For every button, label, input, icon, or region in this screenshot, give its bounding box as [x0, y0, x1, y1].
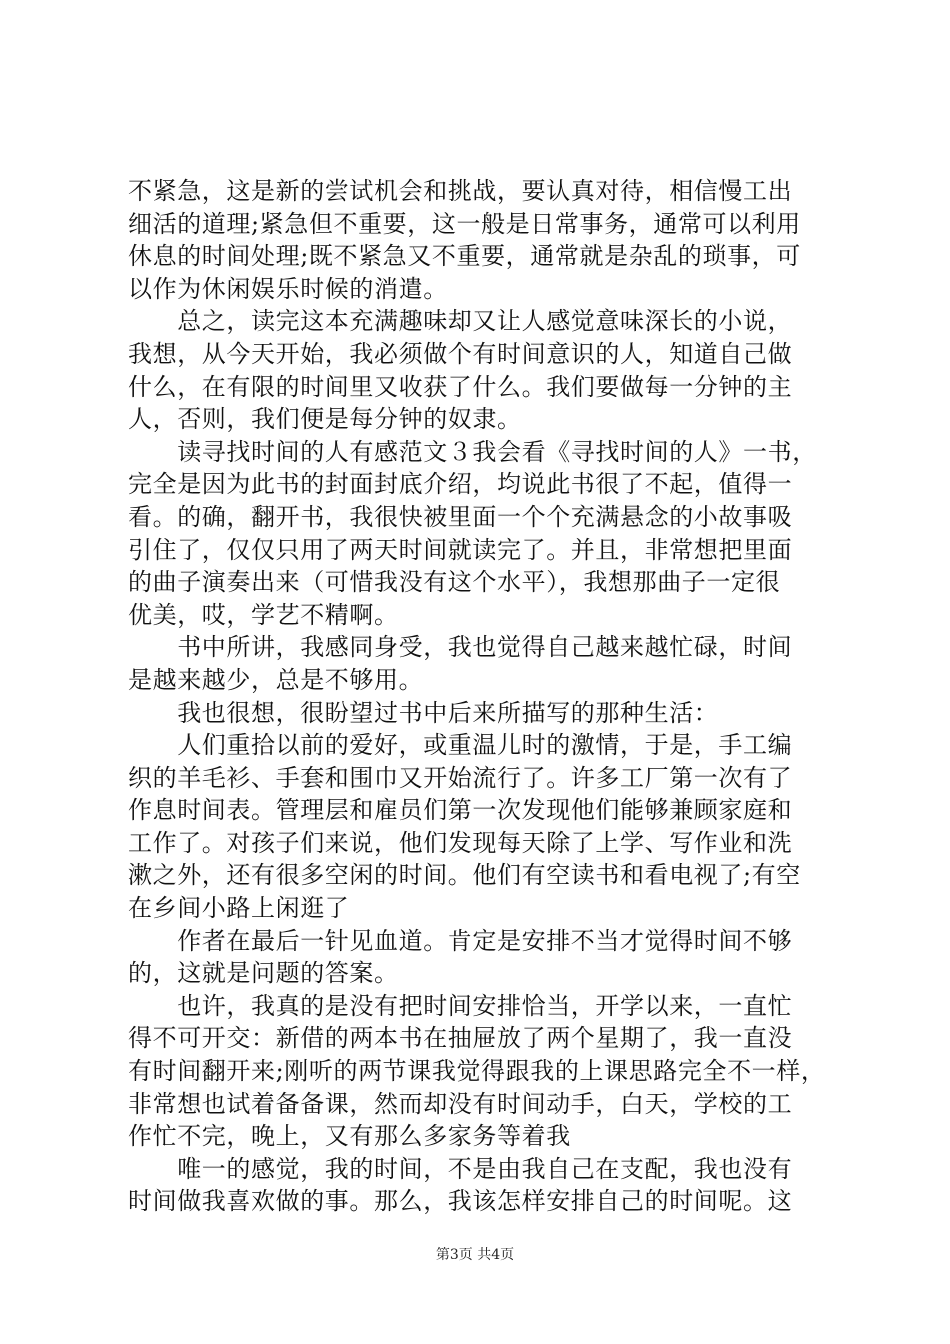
page-number-label: 第3页 共4页: [435, 1247, 515, 1263]
text-line: 作息时间表。管理层和雇员们第一次发现他们能够兼顾家庭和: [128, 796, 793, 825]
page-footer: [0, 1245, 950, 1265]
text-line: 读寻找时间的人有感范文３我会看《寻找时间的人》一书，: [128, 437, 817, 466]
text-line: 书中所讲，我感同身受，我也觉得自己越来越忙碌，时间: [128, 633, 793, 662]
text-line: 休息的时间处理;既不紧急又不重要，通常就是杂乱的琐事，可: [128, 242, 801, 271]
text-line: 总之，读完这本充满趣味却又让人感觉意味深长的小说，: [128, 307, 793, 336]
text-line: 漱之外，还有很多空闲的时间。他们有空读书和看电视了;有空: [128, 861, 801, 890]
text-line: 作者在最后一针见血道。肯定是安排不当才觉得时间不够: [128, 926, 793, 955]
text-line: 细活的道理;紧急但不重要，这一般是日常事务，通常可以利用: [128, 209, 801, 238]
text-line: 什么，在有限的时间里又收获了什么。我们要做每一分钟的主: [128, 372, 793, 401]
text-line: 优美，哎，学艺不精啊。: [128, 600, 399, 629]
text-line: 看。的确，翻开书，我很快被里面一个个充满悬念的小故事吸: [128, 502, 793, 531]
text-line: 有时间翻开来;刚听的两节课我觉得跟我的上课思路完全不一样，: [128, 1057, 826, 1086]
text-line: 也许，我真的是没有把时间安排恰当，开学以来，一直忙: [128, 991, 793, 1020]
text-line: 时间做我喜欢做的事。那么，我该怎样安排自己的时间呢。这: [128, 1187, 793, 1216]
text-line: 得不可开交：新借的两本书在抽屉放了两个星期了，我一直没: [128, 1024, 793, 1053]
text-line: 的曲子演奏出来（可惜我没有这个水平），我想那曲子一定很: [128, 568, 781, 597]
text-line: 人，否则，我们便是每分钟的奴隶。: [128, 405, 522, 434]
text-line: 是越来越少，总是不够用。: [128, 665, 424, 694]
text-line: 我也很想，很盼望过书中后来所描写的那种生活：: [128, 698, 719, 727]
text-line: 唯一的感觉，我的时间，不是由我自己在支配，我也没有: [128, 1154, 793, 1183]
text-line: 我想，从今天开始，我必须做个有时间意识的人，知道自己做: [128, 339, 793, 368]
body-text: [128, 175, 833, 1218]
text-line: 引住了，仅仅只用了两天时间就读完了。并且，非常想把里面: [128, 535, 793, 564]
text-line: 的，这就是问题的答案。: [128, 959, 399, 988]
text-line: 不紧急，这是新的尝试机会和挑战，要认真对待，相信慢工出: [128, 177, 793, 205]
text-line: 以作为休闲娱乐时候的消遣。: [128, 274, 448, 303]
text-line: 工作了。对孩子们来说，他们发现每天除了上学、写作业和洗: [128, 828, 793, 857]
text-line: 完全是因为此书的封面封底介绍，均说此书很了不起，值得一: [128, 470, 793, 499]
text-line: 人们重拾以前的爱好，或重温儿时的激情，于是，手工编: [128, 731, 793, 760]
text-line: 在乡间小路上闲逛了: [128, 894, 350, 923]
text-line: 作忙不完，晚上，又有那么多家务等着我: [128, 1122, 571, 1151]
text-line: 非常想也试着备备课，然而却没有时间动手，白天，学校的工: [128, 1089, 793, 1118]
text-line: 织的羊毛衫、手套和围巾又开始流行了。许多工厂第一次有了: [128, 763, 793, 792]
